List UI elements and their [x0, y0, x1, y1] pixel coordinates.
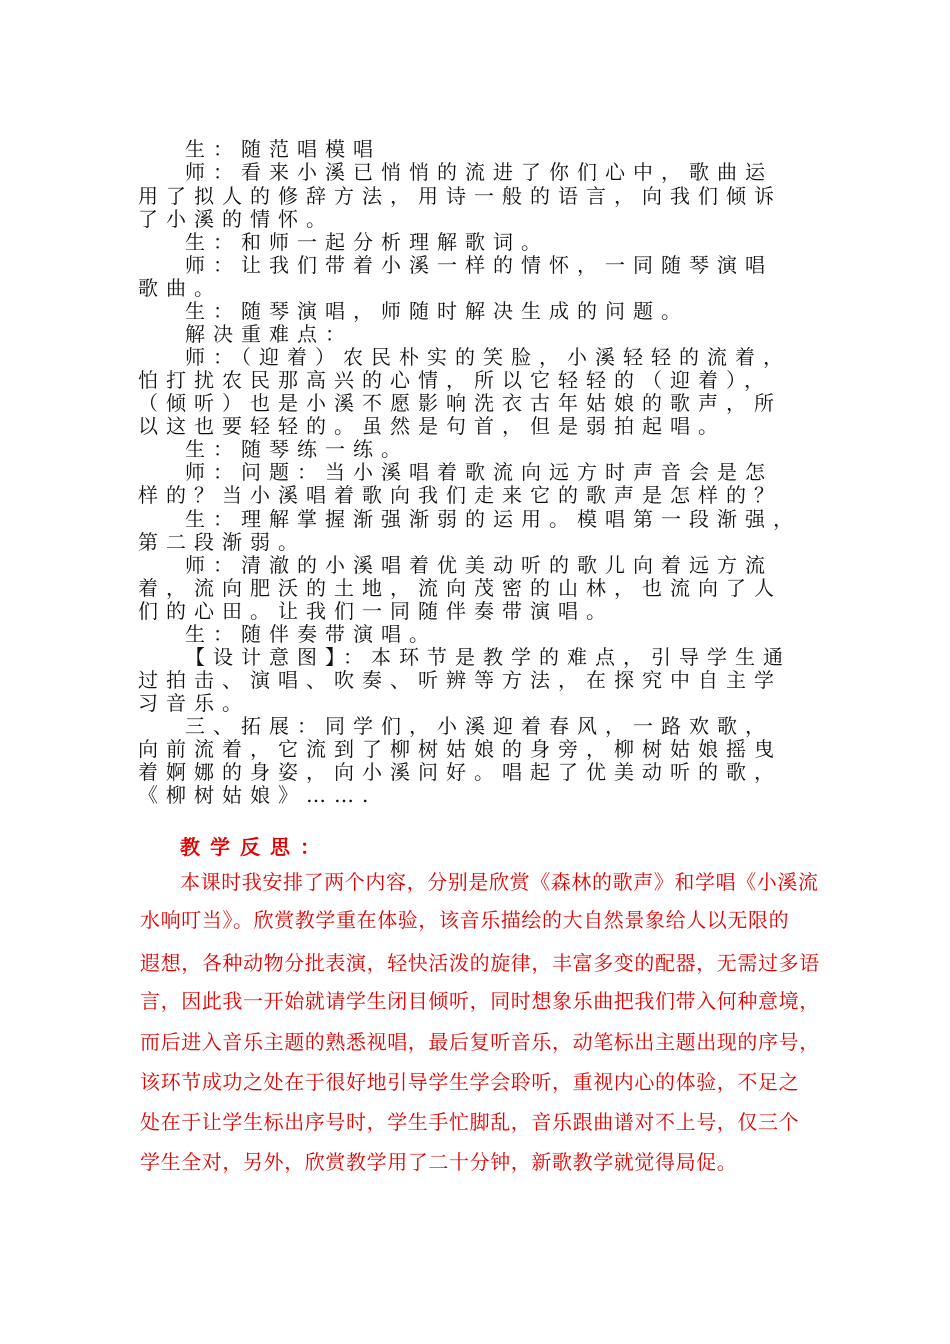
reflection-heading: 教学反思： — [180, 835, 330, 859]
lesson-line: 第二段渐弱。 — [138, 530, 306, 554]
lesson-line: 师：清澈的小溪唱着优美动听的歌儿向着远方流 — [185, 553, 773, 577]
reflection-line: 处在于让学生标出序号时，学生手忙脚乱，音乐跟曲谱对不上号，仅三个 — [140, 1110, 800, 1134]
reflection-line: 遐想，各种动物分批表演，轻快活泼的旋律，丰富多变的配器，无需过多语 — [140, 951, 820, 975]
lesson-line: 解决重难点： — [185, 322, 353, 346]
lesson-line: 歌曲。 — [138, 276, 222, 300]
lesson-line: 师：问题：当小溪唱着歌流向远方时声音会是怎 — [185, 460, 773, 484]
lesson-line: 了小溪的情怀。 — [138, 207, 334, 231]
lesson-line: 生：和师一起分析理解歌词。 — [185, 230, 549, 254]
lesson-line: 生：随范唱模唱 — [185, 137, 381, 161]
lesson-line: 着婀娜的身姿，向小溪问好。唱起了优美动听的歌， — [138, 760, 782, 784]
lesson-line: 怕打扰农民那高兴的心情，所以它轻轻的（迎着）， — [138, 368, 772, 392]
lesson-line: 样的？当小溪唱着歌向我们走来它的歌声是怎样的？ — [138, 483, 782, 507]
reflection-line: 言，因此我一开始就请学生闭目倾听，同时想象乐曲把我们带入何种意境， — [140, 989, 820, 1013]
lesson-line: 们的心田。让我们一同随伴奏带演唱。 — [138, 599, 614, 623]
extension-line: 三、拓展：同学们，小溪迎着春风，一路欢歌， — [185, 714, 773, 738]
lesson-line: 生：理解掌握渐强渐弱的运用。模唱第一段渐强， — [185, 507, 801, 531]
lesson-line: 向前流着，它流到了柳树姑娘的身旁，柳树姑娘摇曳 — [138, 737, 782, 761]
lesson-line: 《柳树姑娘》……. — [138, 783, 377, 807]
lesson-line: 生：随琴演唱，师随时解决生成的问题。 — [185, 299, 689, 323]
lesson-line: 师：让我们带着小溪一样的情怀，一同随琴演唱 — [185, 253, 773, 277]
lesson-line: 过拍击、演唱、吹奏、听辨等方法，在探究中自主学 — [138, 668, 782, 692]
lesson-line: 习音乐。 — [138, 691, 250, 715]
lesson-line: 生：随伴奏带演唱。 — [185, 622, 437, 646]
reflection-line: 而后进入音乐主题的熟悉视唱，最后复听音乐，动笔标出主题出现的序号， — [140, 1030, 820, 1054]
lesson-line: 生：随琴练一练。 — [185, 437, 409, 461]
reflection-line: 本课时我安排了两个内容，分别是欣赏《森林的歌声》和学唱《小溪流 — [180, 870, 819, 894]
lesson-line: 以这也要轻轻的。虽然是句首，但是弱拍起唱。 — [138, 414, 726, 438]
lesson-line: 师：（迎着）农民朴实的笑脸，小溪轻轻的流着， — [185, 345, 791, 369]
reflection-line: 水响叮当》。欣赏教学重在体验，该音乐描绘的大自然景象给人以无限的 — [140, 908, 790, 932]
reflection-line: 学生全对，另外，欣赏教学用了二十分钟，新歌教学就觉得局促。 — [140, 1150, 738, 1174]
lesson-line: 着，流向肥沃的土地，流向茂密的山林，也流向了人 — [138, 576, 782, 600]
lesson-line: 师：看来小溪已悄悄的流进了你们心中，歌曲运 — [185, 160, 773, 184]
lesson-line: 用了拟人的修辞方法，用诗一般的语言，向我们倾诉 — [138, 184, 782, 208]
lesson-line: （倾听）也是小溪不愿影响洗衣古年姑娘的歌声，所 — [138, 391, 782, 415]
design-intent-line: 【设计意图】：本环节是教学的难点，引导学生通 — [185, 645, 791, 669]
reflection-line: 该环节成功之处在于很好地引导学生学会聆听，重视内心的体验，不足之 — [140, 1070, 800, 1094]
